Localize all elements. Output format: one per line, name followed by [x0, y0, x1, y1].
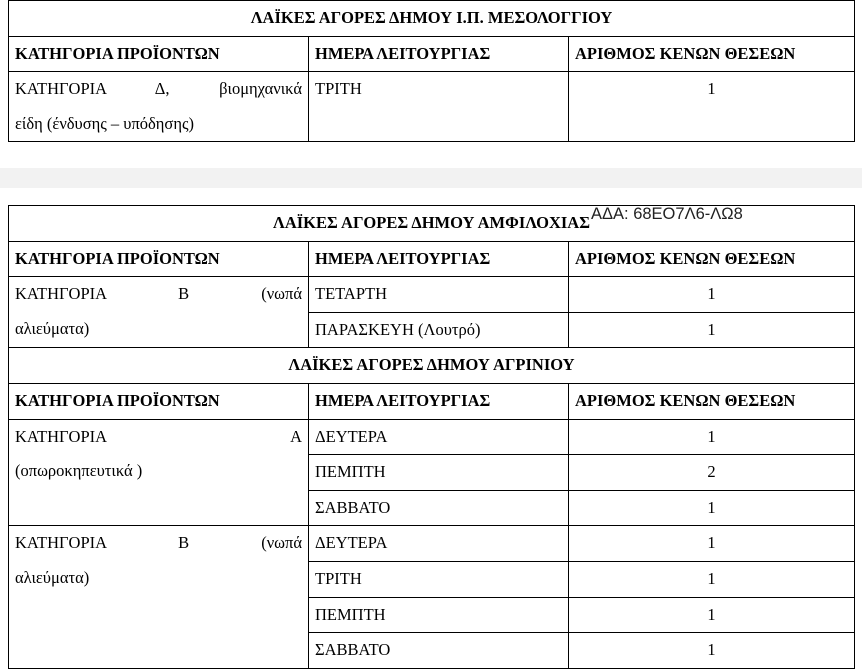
table-row [9, 526, 855, 562]
category-cell [9, 277, 309, 348]
table-title: ΛΑΪΚΕΣ ΑΓΟΡΕΣ ΔΗΜΟΥ ΑΓΡΙΝΙΟΥ [9, 348, 855, 384]
table-title: ΛΑΪΚΕΣ ΑΓΟΡΕΣ ΔΗΜΟΥ ΑΜΦΙΛΟΧΙΑΣ [9, 206, 855, 242]
day-cell: ΔΕΥΤΕΡΑ [309, 526, 569, 562]
vacancy-count: 1 [569, 526, 855, 562]
table-row [9, 72, 855, 142]
ada-stamp: ΑΔΑ: 68ΕΟ7Λ6-ΛΩ8 [591, 205, 743, 223]
header-day: ΗΜΕΡΑ ΛΕΙΤΟΥΡΓΙΑΣ [309, 36, 569, 72]
day-cell: ΣΑΒΒΑΤΟ [309, 633, 569, 669]
header-category: ΚΑΤΗΓΟΡΙΑ ΠΡΟΪΟΝΤΩΝ [9, 383, 309, 419]
vacancy-count: 1 [569, 72, 855, 142]
day-cell: ΤΡΙΤΗ [309, 72, 569, 142]
vacancy-count: 1 [569, 561, 855, 597]
header-category: ΚΑΤΗΓΟΡΙΑ ΠΡΟΪΟΝΤΩΝ [9, 241, 309, 277]
vacancy-count: 1 [569, 633, 855, 669]
table-row [9, 419, 855, 455]
vacancy-count: 1 [569, 419, 855, 455]
category-line: ΚΑΤΗΓΟΡΙΑ Β (νωπά [15, 284, 302, 304]
page-separator [0, 168, 862, 188]
mesolongi-markets-table [8, 0, 855, 142]
vacancy-count: 1 [569, 490, 855, 526]
category-cell [9, 526, 309, 668]
vacancy-count: 2 [569, 455, 855, 491]
category-line: αλιεύματα) [15, 318, 90, 338]
header-vacancies: ΑΡΙΘΜΟΣ ΚΕΝΩΝ ΘΕΣΕΩΝ [569, 241, 855, 277]
day-cell: ΔΕΥΤΕΡΑ [309, 419, 569, 455]
amfilochia-agrinio-markets-table [8, 205, 855, 669]
category-line: (οπωροκηπευτικά ) [15, 461, 143, 481]
category-line: είδη (ένδυσης – υπόδησης) [15, 113, 194, 133]
vacancy-count: 1 [569, 312, 855, 348]
category-cell [9, 419, 309, 526]
category-line: ΚΑΤΗΓΟΡΙΑ Δ, βιομηχανικά [15, 79, 302, 99]
table-row [9, 277, 855, 313]
header-vacancies: ΑΡΙΘΜΟΣ ΚΕΝΩΝ ΘΕΣΕΩΝ [569, 36, 855, 72]
day-cell: ΠΕΜΠΤΗ [309, 597, 569, 633]
category-line: αλιεύματα) [15, 567, 90, 587]
header-vacancies: ΑΡΙΘΜΟΣ ΚΕΝΩΝ ΘΕΣΕΩΝ [569, 383, 855, 419]
vacancy-count: 1 [569, 277, 855, 313]
day-cell: ΤΕΤΑΡΤΗ [309, 277, 569, 313]
day-cell: ΤΡΙΤΗ [309, 561, 569, 597]
header-category: ΚΑΤΗΓΟΡΙΑ ΠΡΟΪΟΝΤΩΝ [9, 36, 309, 72]
table-title: ΛΑΪΚΕΣ ΑΓΟΡΕΣ ΔΗΜΟΥ Ι.Π. ΜΕΣΟΛΟΓΓΙΟΥ [9, 1, 855, 37]
vacancy-count: 1 [569, 597, 855, 633]
header-day: ΗΜΕΡΑ ΛΕΙΤΟΥΡΓΙΑΣ [309, 241, 569, 277]
category-cell [9, 72, 309, 142]
category-line: ΚΑΤΗΓΟΡΙΑ Α [15, 426, 302, 446]
category-line: ΚΑΤΗΓΟΡΙΑ Β (νωπά [15, 533, 302, 553]
header-day: ΗΜΕΡΑ ΛΕΙΤΟΥΡΓΙΑΣ [309, 383, 569, 419]
day-cell: ΠΕΜΠΤΗ [309, 455, 569, 491]
day-cell: ΠΑΡΑΣΚΕΥΗ (Λουτρό) [309, 312, 569, 348]
day-cell: ΣΑΒΒΑΤΟ [309, 490, 569, 526]
